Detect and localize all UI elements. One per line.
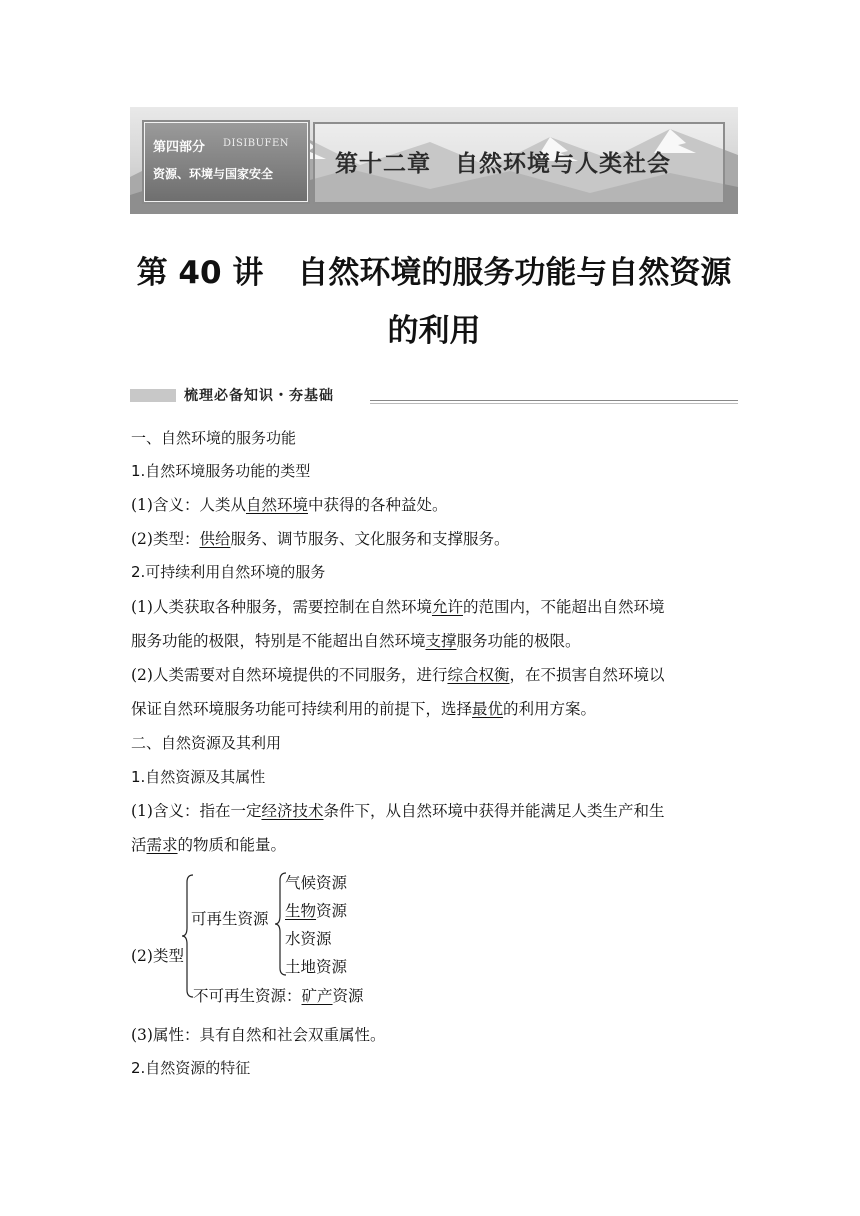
- section-bar-marker: [130, 389, 176, 402]
- subheading-sustainable-use: 2.可持续利用自然环境的服务: [131, 563, 326, 581]
- answer-blank: 支撑: [425, 632, 457, 650]
- lecture-title: [130, 244, 738, 360]
- lecture-title-line2: 的利用: [387, 313, 481, 349]
- answer-blank: 最优: [472, 700, 504, 718]
- heading-natural-resources: 二、自然资源及其利用: [131, 734, 282, 752]
- part-label-box: [144, 122, 308, 202]
- paragraph-types: (2)类型：供给服务、调节服务、文化服务和支撑服务。: [131, 530, 510, 548]
- subheading-service-types: 1.自然环境服务功能的类型: [131, 462, 311, 480]
- paragraph-control-line2: 服务功能的极限，特别是不能超出自然环境支撑服务功能的极限。: [131, 632, 581, 650]
- renewable-label: 可再生资源: [191, 910, 269, 928]
- paragraph-resource-definition-line1: (1)含义：指在一定经济技术条件下，从自然环境中获得并能满足人类生产和生: [131, 802, 665, 820]
- answer-blank: 自然环境: [245, 496, 308, 514]
- heading-service-functions: 一、自然环境的服务功能: [131, 429, 297, 447]
- renewable-item-land: 土地资源: [285, 958, 348, 976]
- part-subtitle: 资源、环境与国家安全: [153, 167, 274, 181]
- section-divider: [370, 400, 738, 401]
- diagram-root-label: (2)类型: [131, 947, 184, 965]
- paragraph-definition: (1)含义：人类从自然环境中获得的各种益处。: [131, 496, 448, 514]
- paragraph-balance-line1: (2)人类需要对自然环境提供的不同服务，进行综合权衡，在不损害自然环境以: [131, 666, 665, 684]
- answer-blank: 允许: [431, 598, 463, 616]
- renewable-item-biological: 生物资源: [285, 902, 348, 920]
- lecture-title-line1: 自然环境的服务功能与自然资源: [297, 255, 732, 291]
- section-bar: [130, 385, 738, 407]
- lecture-number: 第 40 讲: [136, 255, 264, 291]
- paragraph-attributes: (3)属性：具有自然和社会双重属性。: [131, 1026, 386, 1044]
- renewable-item-water: 水资源: [285, 930, 332, 948]
- chapter-title-box: [313, 122, 725, 204]
- section-divider-secondary: [370, 403, 738, 404]
- part-english: DISIBUFEN: [223, 138, 290, 149]
- nonrenewable-label: 不可再生资源：矿产资源: [193, 987, 364, 1005]
- chapter-banner: [130, 107, 738, 214]
- outer-brace: [181, 874, 195, 998]
- subheading-resource-features: 2.自然资源的特征: [131, 1059, 251, 1077]
- answer-blank: 生物: [285, 902, 317, 920]
- answer-blank: 综合权衡: [447, 666, 510, 684]
- answer-blank: 矿产: [301, 987, 333, 1005]
- subheading-resource-attributes: 1.自然资源及其属性: [131, 768, 266, 786]
- answer-blank: 经济技术: [261, 802, 324, 820]
- paragraph-control-line1: (1)人类获取各种服务，需要控制在自然环境允许的范围内，不能超出自然环境: [131, 598, 665, 616]
- answer-blank: 需求: [146, 836, 178, 854]
- renewable-item-climate: 气候资源: [285, 874, 348, 892]
- paragraph-resource-definition-line2: 活需求的物质和能量。: [131, 836, 287, 854]
- answer-blank: 供给: [199, 530, 231, 548]
- paragraph-balance-line2: 保证自然环境服务功能可持续利用的前提下，选择最优的利用方案。: [131, 700, 597, 718]
- section-bar-title: 梳理必备知识・夯基础: [184, 388, 334, 404]
- chapter-title: 第十二章 自然环境与人类社会: [335, 151, 671, 177]
- part-label: 第四部分: [153, 140, 206, 155]
